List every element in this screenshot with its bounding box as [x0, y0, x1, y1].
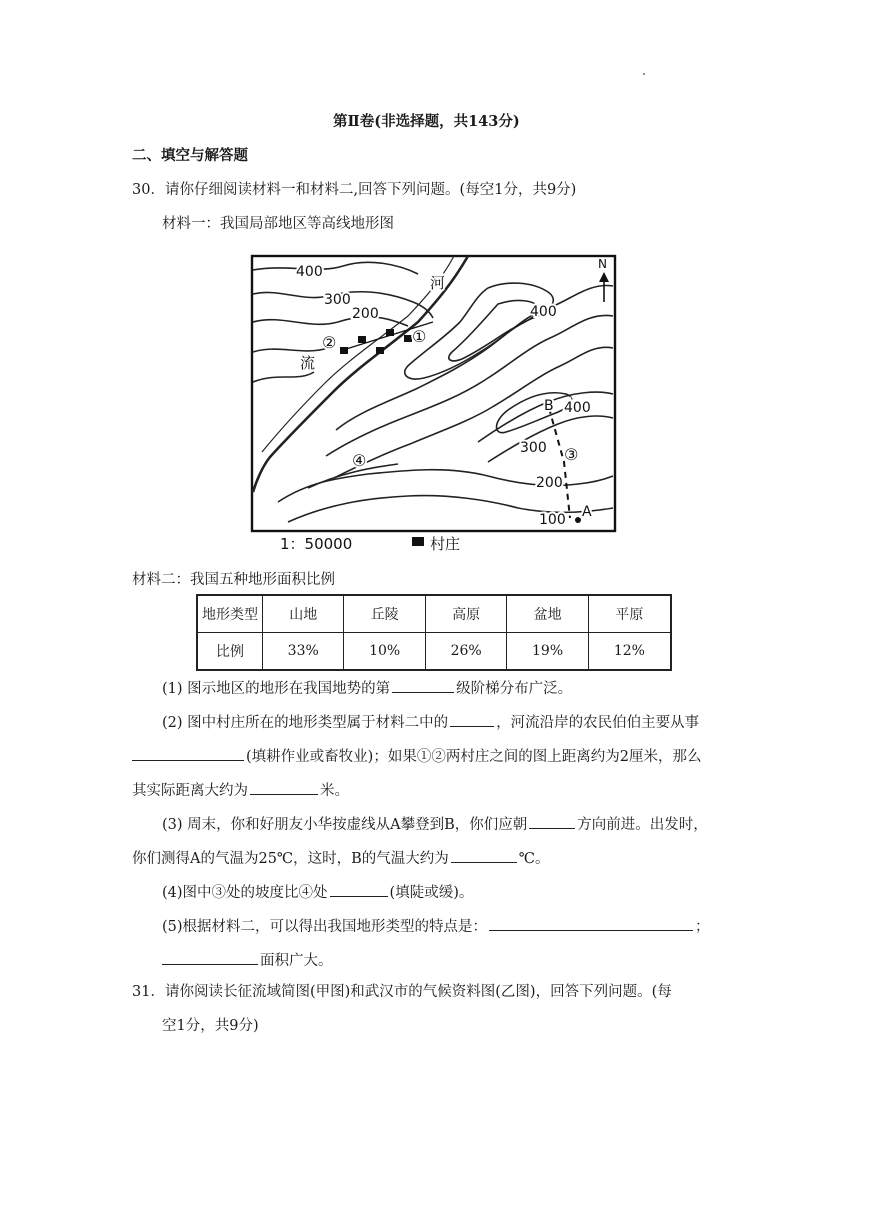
- question-2-line-2: [132, 744, 702, 767]
- material2-label: 材料二：我国五种地形面积比例: [132, 572, 335, 588]
- map-label-circle-4: ④: [352, 451, 367, 470]
- answer-blank[interactable]: [392, 676, 454, 693]
- answer-blank[interactable]: [451, 846, 517, 863]
- answer-blank[interactable]: [529, 812, 575, 829]
- map-label-200-b: 200: [536, 475, 563, 491]
- question-1: [162, 676, 572, 699]
- map-label-300-b: 300: [520, 440, 547, 456]
- question-4-text-b: (填陡或缓)。: [389, 885, 474, 901]
- table-cell: 高原: [425, 595, 506, 633]
- map-label-b: B: [544, 398, 554, 414]
- map-label-400-top: 400: [296, 264, 323, 280]
- map-label-b400: 400: [564, 400, 591, 416]
- question-4: [162, 880, 473, 903]
- map-label-100: 100: [539, 512, 566, 528]
- question-5-text-c: 面积广大。: [260, 953, 333, 969]
- map-label-a: A: [582, 504, 592, 520]
- scan-dot: [643, 73, 645, 75]
- q31-line-1: 31．请你阅读长征流域简图(甲图)和武汉市的气候资料图(乙图)，回答下列问题。(每: [132, 984, 672, 1000]
- table-cell: 12%: [588, 633, 671, 671]
- question-2-text-a: (2) 图中村庄所在的地形类型属于材料二中的: [162, 715, 449, 731]
- map-label-200: 200: [352, 306, 379, 322]
- question-2-line-1: [162, 710, 699, 733]
- village-legend-icon: [412, 537, 424, 546]
- answer-blank[interactable]: [250, 778, 318, 795]
- question-4-text-a: (4)图中③处的坡度比④处: [162, 885, 328, 901]
- question-2-text-d: 其实际距离大约为: [132, 783, 248, 799]
- question-3-line-1: [162, 812, 708, 835]
- table-row-label: 比例: [197, 633, 263, 671]
- table-cell: 山地: [263, 595, 344, 633]
- question-2-line-3: [132, 778, 349, 801]
- table-row: [197, 595, 671, 633]
- question-3-text-c: 你们测得A的气温为25℃，这时，B的气温大约为: [132, 851, 449, 867]
- map-label-circle-2: ②: [322, 333, 337, 352]
- map-label-400-right: 400: [530, 304, 557, 320]
- question-3-text-b: 方向前进。出发时，: [577, 817, 708, 833]
- table-row: [197, 633, 671, 671]
- part-heading: 二、填空与解答题: [132, 147, 248, 164]
- village-legend-label: 村庄: [430, 535, 461, 553]
- table-cell: 26%: [425, 633, 506, 671]
- answer-blank[interactable]: [330, 880, 388, 897]
- map-scale: 1：50000: [280, 535, 353, 553]
- question-5-line-1: [162, 914, 710, 937]
- table-cell: 盆地: [507, 595, 588, 633]
- question-3-text-d: ℃。: [518, 851, 550, 867]
- question-2-text-e: 米。: [320, 783, 349, 799]
- table-cell: 10%: [344, 633, 425, 671]
- table-header-label: 地形类型: [197, 595, 263, 633]
- table-cell: 33%: [263, 633, 344, 671]
- question-3-line-2: [132, 846, 550, 869]
- q30-intro: 30．请你仔细阅读材料一和材料二,回答下列问题。(每空1分，共9分): [132, 182, 577, 198]
- question-5-text-b: ；: [695, 919, 710, 935]
- map-label-circle-1: ①: [412, 327, 427, 346]
- map-label-river-he: 河: [430, 274, 446, 292]
- question-5-line-2: [162, 948, 333, 971]
- material1-label: 材料一：我国局部地区等高线地形图: [162, 216, 394, 232]
- map-label-circle-3: ③: [564, 445, 579, 464]
- table-cell: 丘陵: [344, 595, 425, 633]
- question-1-text-b: 级阶梯分布广泛。: [456, 681, 573, 697]
- question-3-text-a: (3) 周末，你和好朋友小华按虚线从A攀登到B，你们应朝: [162, 817, 528, 833]
- question-1-text-a: (1) 图示地区的地形在我国地势的第: [162, 681, 391, 697]
- table-cell: 19%: [507, 633, 588, 671]
- section-title: 第Ⅱ卷(非选择题，共143分): [333, 113, 520, 130]
- contour-map: [248, 252, 620, 554]
- landform-ratio-table: [196, 594, 672, 671]
- question-2-text-c: (填耕作业或畜牧业)；如果①②两村庄之间的图上距离约为2厘米，那么: [246, 749, 702, 765]
- table-cell: 平原: [588, 595, 671, 633]
- answer-blank[interactable]: [450, 710, 494, 727]
- answer-blank[interactable]: [132, 744, 244, 761]
- question-5-text-a: (5)根据材料二，可以得出我国地形类型的特点是：: [162, 919, 488, 935]
- answer-blank[interactable]: [489, 914, 693, 931]
- map-label-300: 300: [324, 292, 351, 308]
- question-2-text-b: ，河流沿岸的农民伯伯主要从事: [496, 715, 700, 731]
- q31-line-2: 空1分，共9分): [162, 1018, 259, 1034]
- map-label-river-liu: 流: [300, 354, 316, 372]
- answer-blank[interactable]: [162, 948, 258, 965]
- north-label: N: [598, 257, 607, 271]
